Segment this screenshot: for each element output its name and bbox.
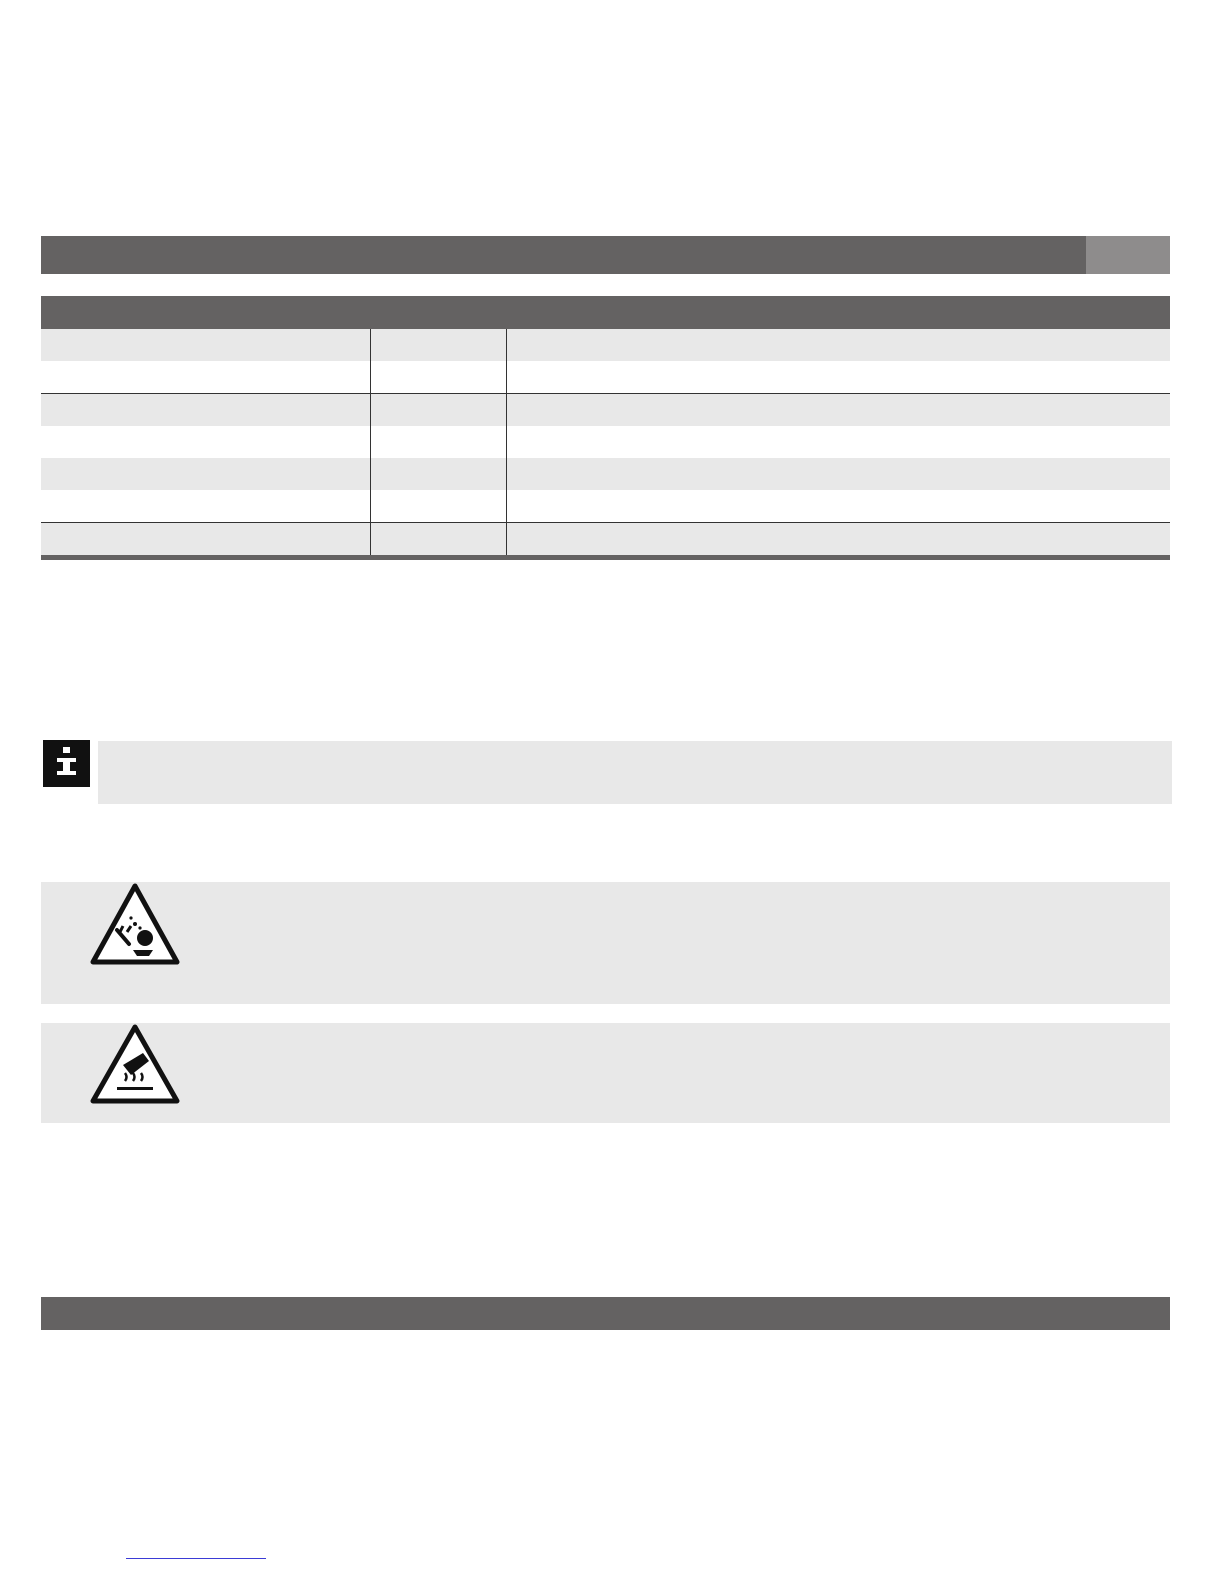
section-page-badge [1086,236,1170,274]
column-divider [370,361,371,393]
column-divider [370,426,371,458]
column-divider [506,394,507,426]
column-divider [370,394,371,426]
warning-hot-surface-icon [89,1023,181,1110]
warning-box-chemical [41,882,1170,1004]
footer-section-bar [41,1297,1170,1330]
info-icon [43,740,90,787]
section-header-bar [41,236,1086,274]
table-row [41,393,1170,426]
table-row [41,458,1170,490]
warning-box-hot-surface [41,1023,1170,1123]
column-divider [506,458,507,490]
table-row [41,361,1170,393]
column-divider [506,361,507,393]
table-row [41,490,1170,522]
column-divider [370,329,371,361]
spec-table [41,296,1170,560]
column-divider [506,523,507,555]
table-header [41,296,1170,329]
table-row [41,329,1170,361]
table-bottom-rule [41,555,1170,560]
table-body [41,329,1170,555]
column-divider [506,426,507,458]
warning-chemical-splash-icon [89,882,181,971]
info-note-box [98,741,1172,804]
footer-link-underline[interactable] [126,1558,266,1559]
column-divider [370,490,371,522]
column-divider [506,490,507,522]
table-row [41,522,1170,555]
column-divider [506,329,507,361]
column-divider [370,523,371,555]
column-divider [370,458,371,490]
table-row [41,426,1170,458]
